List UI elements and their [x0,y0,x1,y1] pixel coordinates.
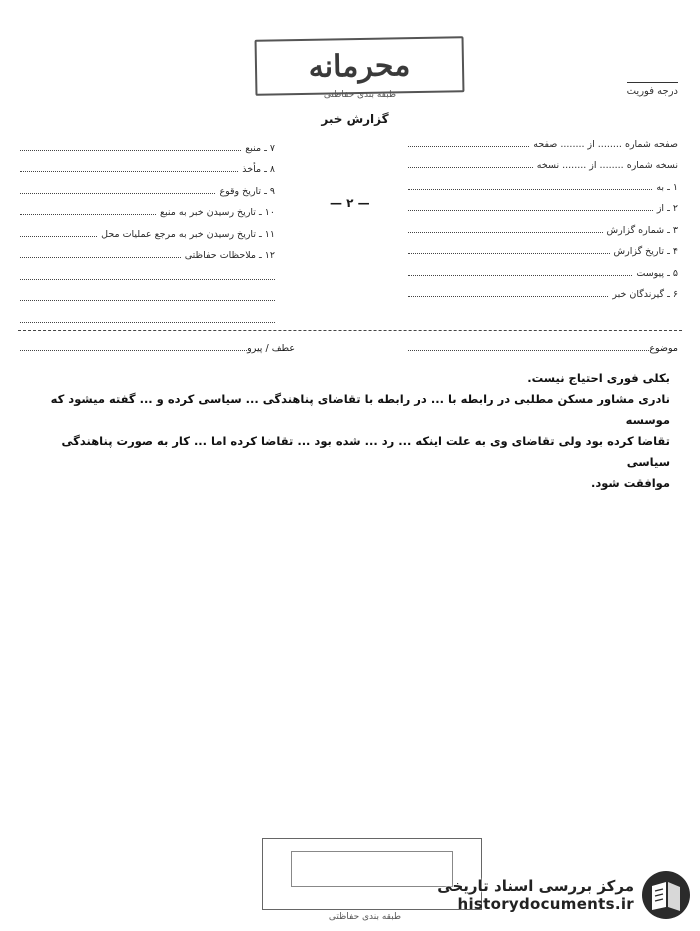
body-line: بکلی فوری احتیاج نیست. [527,371,670,385]
section-divider [18,330,682,331]
field-news-to-reference-date: ۱۱ ـ تاریخ رسیدن خبر به مرجع عملیات محل [20,218,275,240]
blank-line [20,304,275,326]
classification-stamp [255,36,465,96]
urgency-label: درجه فوریت [627,82,678,97]
field-origin: ۸ ـ مأخذ [20,154,275,176]
subject-label: موضوع [649,343,678,354]
right-form-fields [408,128,678,300]
field-copy-number: نسخه شماره ........ از ........ نسخه [408,150,678,172]
watermark-logo [400,866,692,924]
report-body [30,368,670,494]
watermark-en: historydocuments.ir [457,895,634,913]
left-form-fields [20,132,275,326]
field-attachment: ۵ ـ پیوست [408,257,678,279]
field-from: ۲ ـ از [408,193,678,215]
field-report-number: ۳ ـ شماره گزارش [408,214,678,236]
bottom-stamp-subtitle: طبقه بندی حفاظتی [328,912,402,922]
stamp-subtitle: طبقه بندی حفاظتی [323,90,397,100]
body-line: موافقت شود. [590,476,670,490]
field-recipients: ۶ ـ گیرندگان خبر [408,279,678,301]
reference-label: عطف / پیرو [247,343,295,354]
report-title: گزارش خبر [321,112,389,126]
subject-line [408,343,678,354]
blank-line [20,283,275,305]
stamp-text: محرمانه [308,47,411,85]
field-report-date: ۴ ـ تاریخ گزارش [408,236,678,258]
field-news-to-source-date: ۱۰ ـ تاریخ رسیدن خبر به منبع [20,197,275,219]
center-mark: — ۲ — [330,196,370,210]
field-event-date: ۹ ـ تاریخ وقوع [20,175,275,197]
blank-line [20,261,275,283]
watermark-fa: مرکز بررسی اسناد تاریخی [437,877,634,895]
field-security-notes: ۱۲ ـ ملاحظات حفاظتی [20,240,275,262]
reference-line [20,343,295,354]
book-logo-icon [640,869,692,921]
body-line: تقاضا کرده بود ولی تقاضای وی به علت اینکه ... رد ... شده بود ... تقاضا کرده اما ... کار به صورت پناهندگی سیاسی [61,434,670,469]
body-line: نادری مشاور مسکن مطلبی در رابطه با ... در رابطه با تقاضای پناهندگی ... سیاسی کرده و ... گفته میشود که موسسه [50,392,670,427]
field-source: ۷ ـ منبع [20,132,275,154]
field-to: ۱ ـ به [408,171,678,193]
field-page-number: صفحه شماره ........ از ........ صفحه [408,128,678,150]
